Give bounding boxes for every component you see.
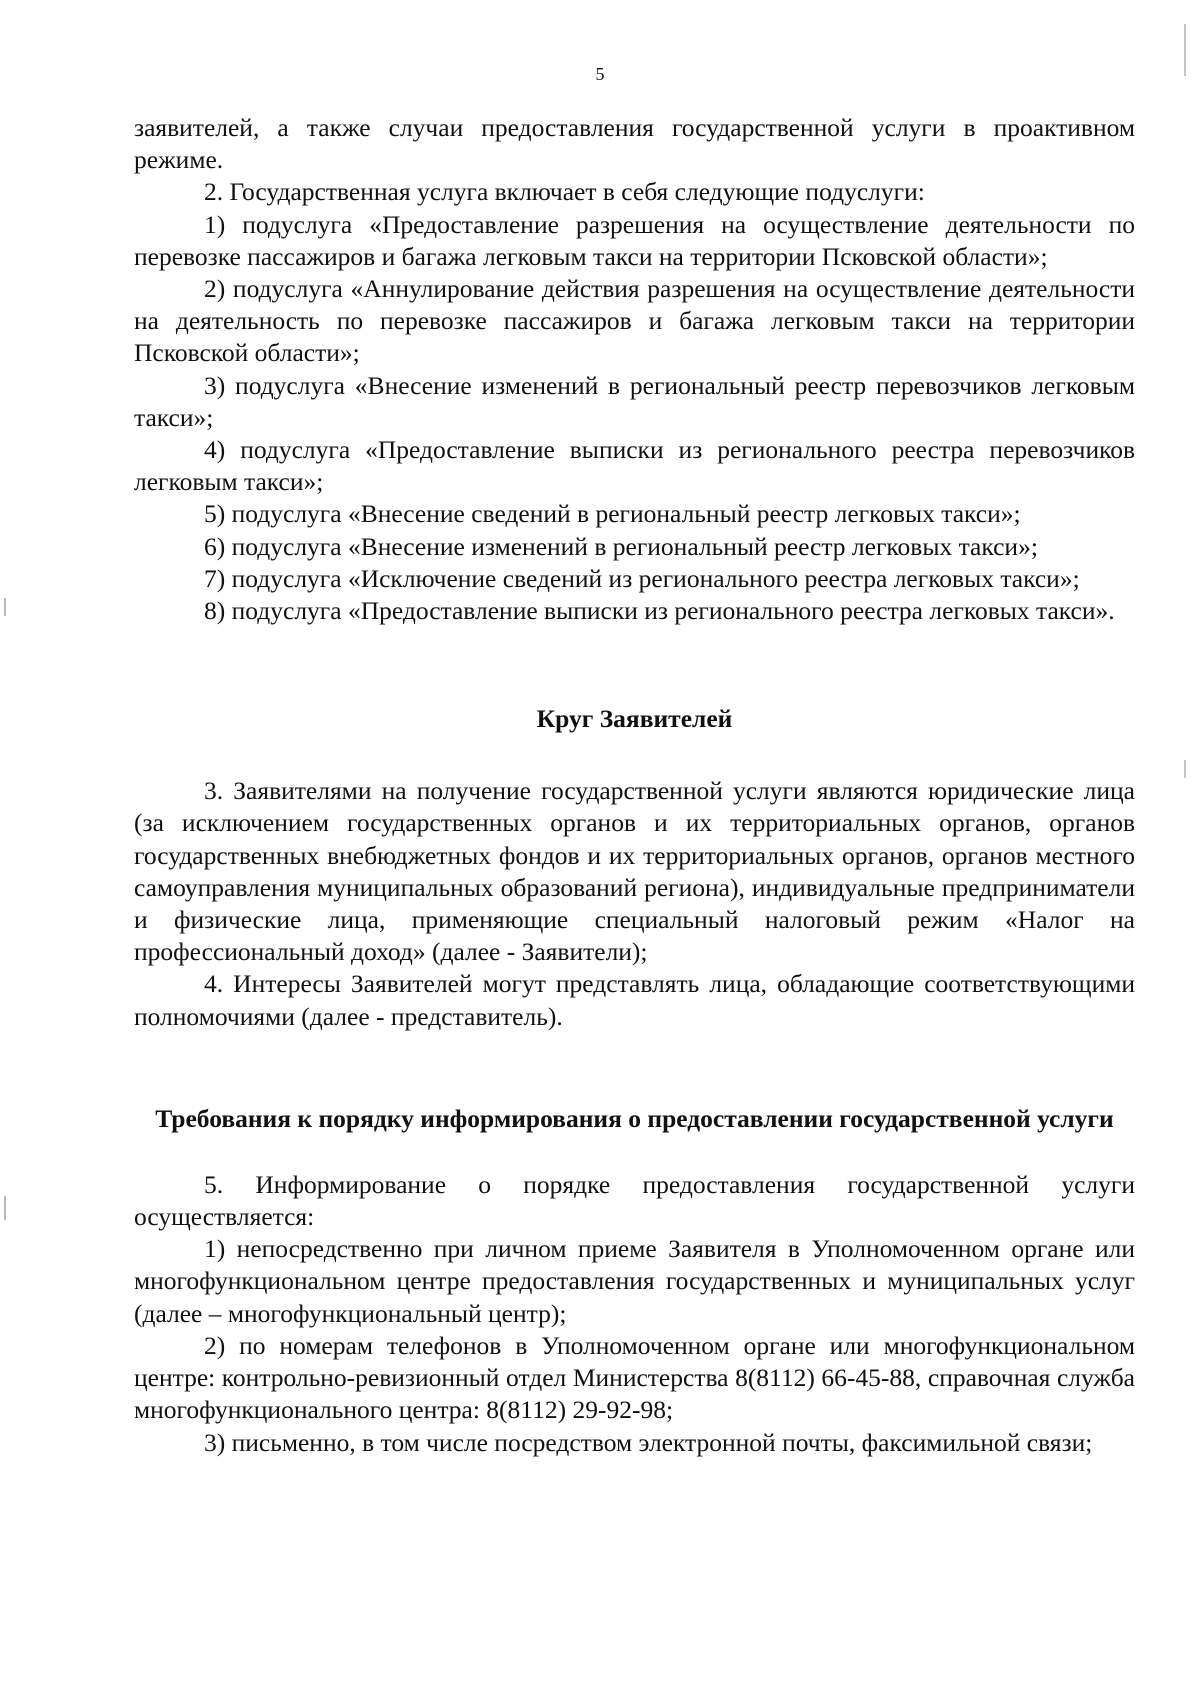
scan-margin-mark: [4, 1196, 6, 1220]
list-item: 5) подуслуга «Внесение сведений в региональный реестр легковых такси»;: [204, 499, 1021, 529]
scan-margin-mark: [1184, 24, 1186, 76]
paragraph: 2. Государственная услуга включает в себя следующие подуслуги:: [204, 177, 925, 207]
list-item: 2) по номерам телефонов в Уполномоченном органе или многофункциональном центре: контрольно-ревизионный отдел Министерства 8(8112) 66-45-88, справочная служба многофункционального центра: 8(8112) 29-92-98;: [134, 1330, 1135, 1425]
scan-margin-mark: [4, 598, 6, 616]
paragraph: 4. Интересы Заявителей могут представлять лица, обладающие соответствующими полномочиями (далее - представитель).: [134, 969, 1135, 1031]
document-body: [134, 112, 1135, 1459]
paragraph: 5. Информирование о порядке предоставления государственной услуги осуществляется:: [134, 1169, 1135, 1232]
section-heading-informing: Требования к порядку информирования о предоставлении государственной услуги: [155, 1103, 1114, 1133]
list-item: 6) подуслуга «Внесение изменений в региональный реестр легковых такси»;: [204, 531, 1038, 561]
scan-margin-mark: [1184, 760, 1186, 778]
list-item: 7) подуслуга «Исключение сведений из регионального реестра легковых такси»;: [204, 563, 1080, 593]
paragraph: заявителей, а также случаи предоставления государственной услуги в проактивном режиме.: [134, 113, 1135, 175]
list-item: 3) подуслуга «Внесение изменений в региональный реестр перевозчиков легковым такси»;: [134, 370, 1135, 432]
section-heading-applicants: Круг Заявителей: [536, 704, 733, 734]
paragraph: 3. Заявителями на получение государственной услуги являются юридические лица (за исключением государственных органов и их территориальных органов, органов государственных внебюджетных фондов и их территориальных органов, органов местного самоуправления муниципальных образований региона), индивидуальные предприниматели и физические лица, применяющие специальный налоговый режим «Налог на профессиональный доход» (далее - Заявители);: [134, 776, 1135, 967]
list-item: 1) непосредственно при личном приеме Заявителя в Уполномоченном органе или многофункциональном центре предоставления государственных и муниципальных услуг (далее – многофункциональный центр);: [134, 1234, 1135, 1328]
list-item: 2) подуслуга «Аннулирование действия разрешения на осуществление деятельности на деятельность по перевозке пассажиров и багажа легковым такси на территории Псковской области»;: [134, 274, 1135, 368]
page-number: 5: [595, 64, 605, 84]
list-item: 1) подуслуга «Предоставление разрешения на осуществление деятельности по перевозке пассажиров и багажа легковым такси на территории Псковской области»;: [134, 209, 1135, 271]
list-item: 4) подуслуга «Предоставление выписки из регионального реестра перевозчиков легковым такси»;: [134, 435, 1135, 497]
list-item: 3) письменно, в том числе посредством электронной почты, факсимильной связи;: [204, 1427, 1093, 1457]
list-item: 8) подуслуга «Предоставление выписки из регионального реестра легковых такси».: [204, 596, 1115, 626]
